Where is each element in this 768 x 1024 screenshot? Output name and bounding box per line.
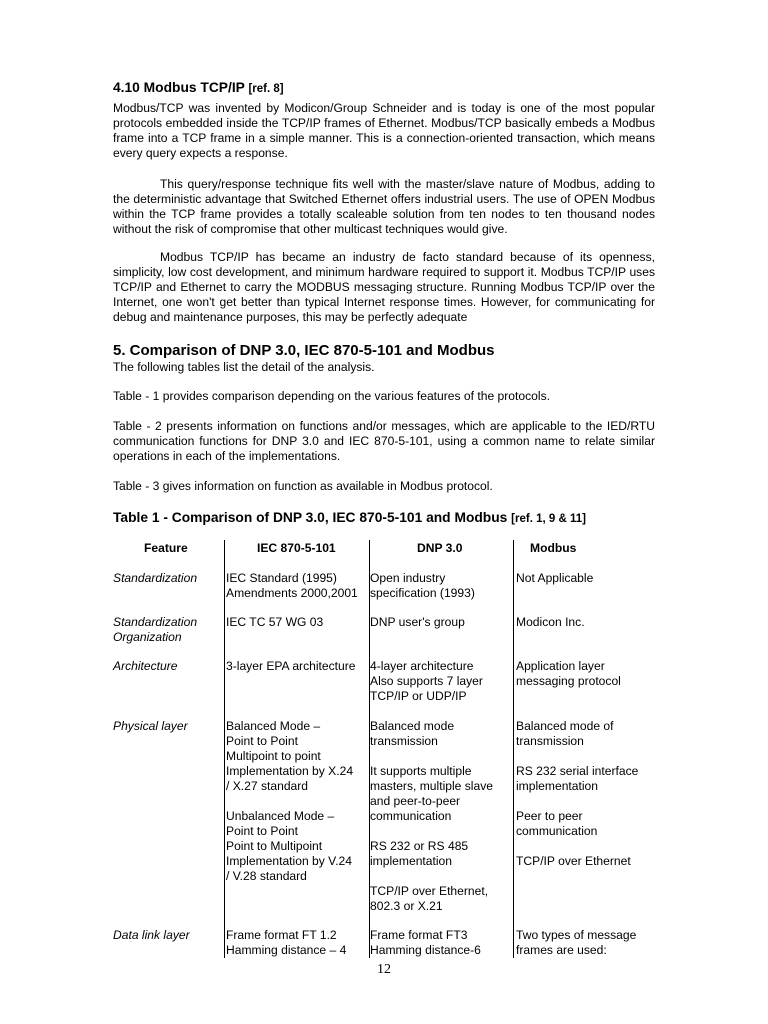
column-divider (224, 540, 225, 958)
table-cell-feature: Standardization Organization (113, 615, 198, 644)
paragraph-modbus-tcp-intro: Modbus/TCP was invented by Modicon/Group Schneider and is today is one of the most popular protocols embedded inside the TCP/IP frames of Ethernet. Modbus/TCP basically embeds a Modbus frame into a TCP frame in a simple manner. This is a connection-oriented transaction, which means every query expects a response. (113, 101, 655, 160)
section-heading-4-10: 4.10 Modbus TCP/IP [ref. 8] (113, 80, 284, 95)
header-dnp: DNP 3.0 (417, 541, 463, 555)
paragraph-table1-desc: Table - 1 provides comparison depending on the various features of the protocols. (113, 389, 550, 403)
table-cell-dnp: DNP user's group (370, 615, 465, 629)
table-cell-feature: Standardization (113, 571, 198, 585)
header-feature: Feature (144, 541, 188, 555)
table-cell-iec: 3-layer EPA architecture (226, 659, 356, 673)
paragraph-query-response: This query/response technique fits well with the master/slave nature of Modbus, adding to the deterministic advantage that Switched Ethernet offers industrial users. The use of OPEN Modbus within the TCP frame provides a totally scaleable solution from ten nodes to ten thousand nodes without the risk of compromise that other multicast techniques would give. (113, 177, 655, 236)
table-cell-iec: Balanced Mode – Point to Point Multipoint to point Implementation by X.24 / X.27 standard Unbalanced Mode – Point to Point Point to Multipoint Implementation by V.24 / V.28 standard (226, 719, 354, 883)
table-cell-modbus: Application layer messaging protocol (516, 659, 621, 688)
column-divider (513, 540, 514, 958)
table-cell-feature: Architecture (113, 659, 178, 673)
section-reference: [ref. 8] (248, 83, 284, 95)
paragraph-table2-desc: Table - 2 presents information on functions and/or messages, which are applicable to the IED/RTU communication functions for DNP 3.0 and IEC 870-5-101, using a common name to relate similar operations in each of the implementations. (113, 419, 655, 463)
table-cell-modbus: Two types of message frames are used: (516, 928, 637, 957)
table-cell-feature: Physical layer (113, 719, 188, 733)
table-cell-modbus: Not Applicable (516, 571, 594, 585)
table-cell-iec: IEC TC 57 WG 03 (226, 615, 324, 629)
table-cell-modbus: Modicon Inc. (516, 615, 585, 629)
table-cell-iec: Frame format FT 1.2 Hamming distance – 4 (226, 928, 347, 957)
section-heading-5: 5. Comparison of DNP 3.0, IEC 870-5-101 and Modbus (113, 342, 495, 359)
header-iec: IEC 870-5-101 (257, 541, 336, 555)
paragraph-industry-standard: Modbus TCP/IP has became an industry de facto standard because of its openness, simplicity, low cost development, and minimum hardware required to support it. Modbus TCP/IP uses TCP/IP and Ethernet to carry the MODBUS messaging structure. Running Modbus TCP/IP over the Internet, one won't get better than typical Internet response times. However, for communicating for debug and maintenance purposes, this may be perfectly adequate (113, 250, 655, 324)
page-number: 12 (377, 962, 391, 977)
table-cell-feature: Data link layer (113, 928, 190, 942)
table-cell-dnp: 4-layer architecture Also supports 7 layer TCP/IP or UDP/IP (370, 659, 483, 703)
table-cell-dnp: Open industry specification (1993) (370, 571, 475, 600)
table-cell-dnp: Frame format FT3 Hamming distance-6 (370, 928, 481, 957)
table-title: Table 1 - Comparison of DNP 3.0, IEC 870-5-101 and Modbus [ref. 1, 9 & 11] (113, 510, 586, 525)
header-modbus: Modbus (530, 541, 577, 555)
table-cell-iec: IEC Standard (1995) Amendments 2000,2001 (226, 571, 358, 600)
table-cell-dnp: Balanced mode transmission It supports multiple masters, multiple slave and peer-to-peer communication RS 232 or RS 485 implementation TCP/IP over Ethernet, 802.3 or X.21 (370, 719, 493, 913)
paragraph-table3-desc: Table - 3 gives information on function as available in Modbus protocol. (113, 479, 493, 493)
table-cell-modbus: Balanced mode of transmission RS 232 serial interface implementation Peer to peer communication TCP/IP over Ethernet (516, 719, 639, 868)
paragraph-tables-intro: The following tables list the detail of the analysis. (113, 360, 375, 374)
table-reference: [ref. 1, 9 & 11] (511, 513, 586, 525)
